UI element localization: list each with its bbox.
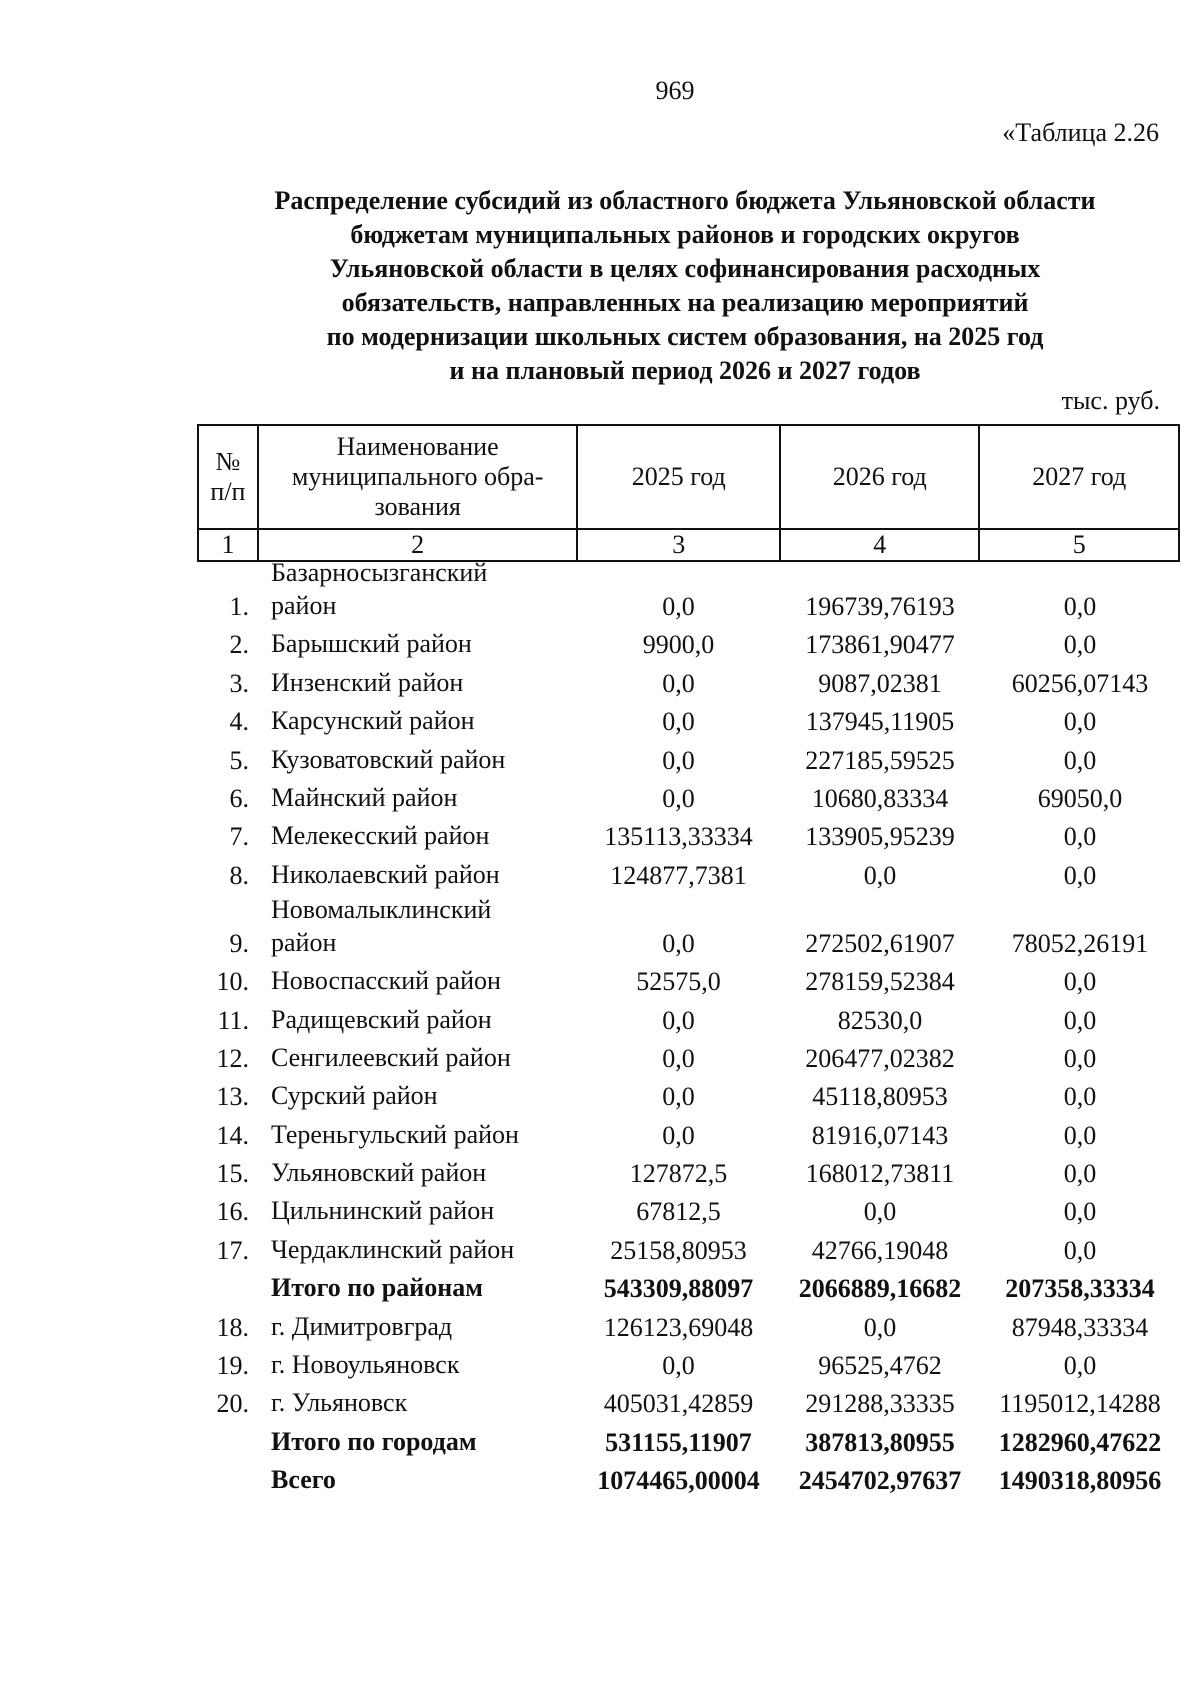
value-2027: 0,0 — [1063, 860, 1097, 890]
name-line: Радищевский район — [271, 1004, 492, 1034]
value-2026: 2066889,16682 — [798, 1274, 962, 1304]
row-number: 12. — [216, 1043, 249, 1073]
municipality-name — [271, 666, 581, 699]
table-row — [197, 895, 1180, 963]
value-2025: 0,0 — [662, 745, 695, 775]
value-2025: 543309,88097 — [603, 1274, 754, 1304]
value-2025: 405031,42859 — [603, 1389, 754, 1419]
municipality-name — [271, 1386, 581, 1419]
value-2025: 0,0 — [662, 592, 695, 621]
table-row — [197, 1385, 1180, 1423]
value-2025: 25158,80953 — [610, 1235, 747, 1265]
row-number: 7. — [229, 822, 249, 852]
value-2026: 2454702,97637 — [798, 1466, 962, 1496]
name-line: Новоспасский район — [271, 966, 501, 996]
value-2026: 196739,76193 — [805, 592, 955, 621]
title-line: обязательств, направленных на реализацию мероприятий — [341, 288, 1029, 317]
document-title — [205, 184, 1165, 388]
value-2027: 0,0 — [1063, 707, 1097, 737]
name-line: Базарносызганский — [271, 558, 488, 587]
row-number: 6. — [229, 783, 249, 813]
table-row — [197, 856, 1180, 894]
value-2026: 133905,95239 — [805, 822, 955, 852]
value-2027: 0,0 — [1063, 1159, 1097, 1189]
table-row — [197, 741, 1180, 779]
value-2027: 1282960,47622 — [998, 1427, 1162, 1457]
municipality-name — [271, 858, 581, 891]
value-2027: 0,0 — [1063, 967, 1097, 997]
value-2025: 127872,5 — [629, 1159, 728, 1189]
name-line: г. Ульяновск — [271, 1388, 408, 1418]
value-2026: 82530,0 — [837, 1005, 923, 1035]
header-name-line: муниципального обра- — [291, 462, 544, 491]
name-line: Новомалыклинский — [271, 894, 492, 924]
header-name — [258, 425, 578, 529]
title-line: по модернизации школьных систем образования, на 2025 год — [326, 322, 1044, 351]
value-2026: 168012,73811 — [805, 1159, 955, 1189]
name-line: Инзенский район — [271, 667, 464, 697]
value-2027: 1490318,80956 — [998, 1466, 1162, 1496]
value-2025: 9900,0 — [642, 630, 715, 660]
municipality-name — [271, 627, 581, 660]
row-number: 4. — [229, 707, 249, 737]
total-row — [197, 1462, 1180, 1500]
row-number: 16. — [216, 1197, 249, 1227]
name-line: район — [271, 591, 337, 620]
total-row — [197, 1270, 1180, 1308]
table-label: «Таблица 2.26 — [1002, 118, 1159, 147]
value-2027: 69050,0 — [1037, 783, 1123, 813]
municipality-name — [271, 743, 581, 776]
value-2026: 272502,61907 — [805, 928, 955, 958]
value-2025: 0,0 — [662, 668, 695, 698]
municipality-name — [271, 1194, 581, 1227]
municipality-name — [271, 893, 581, 959]
municipality-name — [271, 1310, 581, 1343]
value-2027: 87948,33334 — [1011, 1312, 1149, 1342]
row-number: 2. — [229, 630, 249, 660]
value-2027: 0,0 — [1063, 592, 1097, 621]
value-2027: 0,0 — [1063, 1351, 1097, 1381]
value-2026: 227185,59525 — [805, 745, 955, 775]
municipality-name — [271, 964, 581, 997]
value-2025: 67812,5 — [636, 1197, 721, 1227]
value-2026: 9087,02381 — [818, 668, 942, 698]
value-2027: 0,0 — [1063, 745, 1097, 775]
title-line: Ульяновской области в целях софинансирования расходных — [329, 254, 1041, 283]
value-2027: 78052,26191 — [1011, 928, 1149, 958]
table-row — [197, 1116, 1180, 1154]
value-2025: 126123,69048 — [603, 1312, 754, 1342]
table-row — [197, 626, 1180, 664]
row-number: 17. — [216, 1235, 249, 1265]
name-line: г. Димитровград — [271, 1311, 453, 1341]
row-number: 19. — [216, 1351, 249, 1381]
column-number: 1 — [198, 529, 258, 561]
value-2027: 207358,33334 — [1005, 1274, 1155, 1304]
title-line: и на плановый период 2026 и 2027 годов — [449, 356, 921, 385]
name-line: Чердаклинский район — [271, 1234, 515, 1264]
header-num-line: п/п — [210, 477, 246, 506]
row-number: 11. — [217, 1005, 249, 1035]
municipality-name — [271, 1425, 581, 1458]
units-label: тыс. руб. — [1061, 386, 1160, 415]
table-header — [197, 424, 1180, 562]
municipality-name — [271, 819, 581, 852]
header-2027: 2027 год — [979, 425, 1179, 529]
value-2026: 0,0 — [863, 1197, 897, 1227]
value-2025: 0,0 — [662, 1120, 695, 1150]
row-number: 13. — [216, 1082, 249, 1112]
value-2027: 0,0 — [1063, 822, 1097, 852]
value-2026: 96525,4762 — [818, 1351, 942, 1381]
value-2025: 1074465,00004 — [597, 1466, 760, 1496]
value-2027: 0,0 — [1063, 630, 1097, 660]
column-number: 2 — [258, 529, 578, 561]
value-2026: 10680,83334 — [811, 783, 949, 813]
value-2026: 0,0 — [863, 1312, 897, 1342]
value-2026: 291288,33335 — [805, 1389, 955, 1419]
value-2025: 0,0 — [662, 1082, 695, 1112]
municipality-name — [271, 1118, 581, 1151]
value-2027: 0,0 — [1063, 1120, 1097, 1150]
value-2027: 1195012,14288 — [999, 1389, 1161, 1419]
value-2026: 206477,02382 — [805, 1043, 955, 1073]
value-2025: 0,0 — [662, 1043, 695, 1073]
value-2025: 0,0 — [662, 1005, 695, 1035]
column-number: 3 — [577, 529, 780, 561]
table-row — [197, 963, 1180, 1001]
name-line: Кузоватовский район — [271, 744, 506, 774]
municipality-name — [271, 781, 581, 814]
header-num-line: № — [215, 447, 241, 476]
value-2025: 124877,7381 — [610, 860, 747, 890]
page-number: 969 — [655, 76, 695, 105]
table-row — [197, 1347, 1180, 1385]
value-2026: 81916,07143 — [811, 1120, 949, 1150]
value-2026: 42766,19048 — [811, 1235, 949, 1265]
row-number: 1. — [229, 592, 249, 621]
name-line: Тереньгульский район — [271, 1119, 519, 1149]
header-2026: 2026 год — [780, 425, 980, 529]
table-row — [197, 703, 1180, 741]
table-row — [197, 1308, 1180, 1346]
header-name-line: зования — [374, 492, 461, 521]
total-row — [197, 1423, 1180, 1461]
name-line: Сенгилеевский район — [271, 1042, 511, 1072]
row-number: 10. — [216, 967, 249, 997]
name-line: Итого по районам — [271, 1273, 483, 1303]
name-line: Ульяновский район — [271, 1158, 487, 1188]
name-line: Мелекесский район — [271, 821, 490, 851]
municipality-name — [271, 704, 581, 737]
name-line: Цильнинский район — [271, 1196, 495, 1226]
municipality-name — [271, 1156, 581, 1189]
table-row — [197, 558, 1180, 626]
header-name-line: Наименование — [336, 432, 499, 461]
value-2026: 173861,90477 — [805, 630, 955, 660]
title-line: Распределение субсидий из областного бюджета Ульяновской области — [274, 186, 1096, 215]
value-2027: 60256,07143 — [1011, 668, 1149, 698]
header-row — [198, 425, 1179, 529]
table-row — [197, 1231, 1180, 1269]
table-row — [197, 1078, 1180, 1116]
municipality-name — [271, 1271, 581, 1304]
value-2027: 0,0 — [1063, 1043, 1097, 1073]
municipality-name — [271, 556, 581, 622]
row-number: 18. — [216, 1312, 249, 1342]
value-2027: 0,0 — [1063, 1005, 1097, 1035]
column-number: 5 — [979, 529, 1179, 561]
value-2025: 135113,33334 — [604, 822, 753, 852]
row-number: 9. — [229, 928, 249, 958]
name-line: Николаевский район — [271, 859, 500, 889]
name-line: район — [271, 927, 337, 957]
table-row — [197, 1193, 1180, 1231]
value-2027: 0,0 — [1063, 1235, 1097, 1265]
header-2025: 2025 год — [577, 425, 780, 529]
municipality-name — [271, 1463, 581, 1496]
header-num — [198, 425, 258, 529]
name-line: Барышский район — [271, 629, 472, 659]
value-2025: 0,0 — [662, 928, 695, 958]
value-2027: 0,0 — [1063, 1197, 1097, 1227]
value-2026: 278159,52384 — [805, 967, 955, 997]
value-2026: 137945,11905 — [805, 707, 955, 737]
value-2026: 387813,80955 — [805, 1427, 955, 1457]
value-2027: 0,0 — [1063, 1082, 1097, 1112]
value-2025: 0,0 — [662, 707, 695, 737]
value-2026: 45118,80953 — [812, 1082, 948, 1112]
row-number: 14. — [216, 1120, 249, 1150]
table-body — [197, 558, 1180, 1500]
table-row — [197, 780, 1180, 818]
row-number: 15. — [216, 1159, 249, 1189]
value-2025: 531155,11907 — [605, 1427, 752, 1457]
table-row — [197, 1001, 1180, 1039]
municipality-name — [271, 1079, 581, 1112]
value-2025: 52575,0 — [636, 967, 721, 997]
value-2025: 0,0 — [662, 1351, 695, 1381]
title-line: бюджетам муниципальных районов и городских округов — [350, 220, 1020, 249]
table-row — [197, 1040, 1180, 1078]
name-line: Итого по городам — [271, 1426, 477, 1456]
name-line: Карсунский район — [271, 706, 475, 736]
table-row — [197, 1155, 1180, 1193]
column-number: 4 — [780, 529, 980, 561]
row-number: 20. — [216, 1389, 249, 1419]
value-2025: 0,0 — [662, 783, 695, 813]
value-2026: 0,0 — [863, 860, 897, 890]
table-row — [197, 818, 1180, 856]
row-number: 8. — [229, 860, 249, 890]
name-line: Майнский район — [271, 782, 458, 812]
name-line: Всего — [271, 1465, 336, 1495]
municipality-name — [271, 1003, 581, 1036]
municipality-name — [271, 1041, 581, 1074]
name-line: Сурский район — [271, 1081, 438, 1111]
municipality-name — [271, 1348, 581, 1381]
table-row — [197, 664, 1180, 702]
municipality-name — [271, 1233, 581, 1266]
row-number: 3. — [229, 668, 249, 698]
row-number: 5. — [229, 745, 249, 775]
name-line: г. Новоульяновск — [271, 1350, 460, 1380]
